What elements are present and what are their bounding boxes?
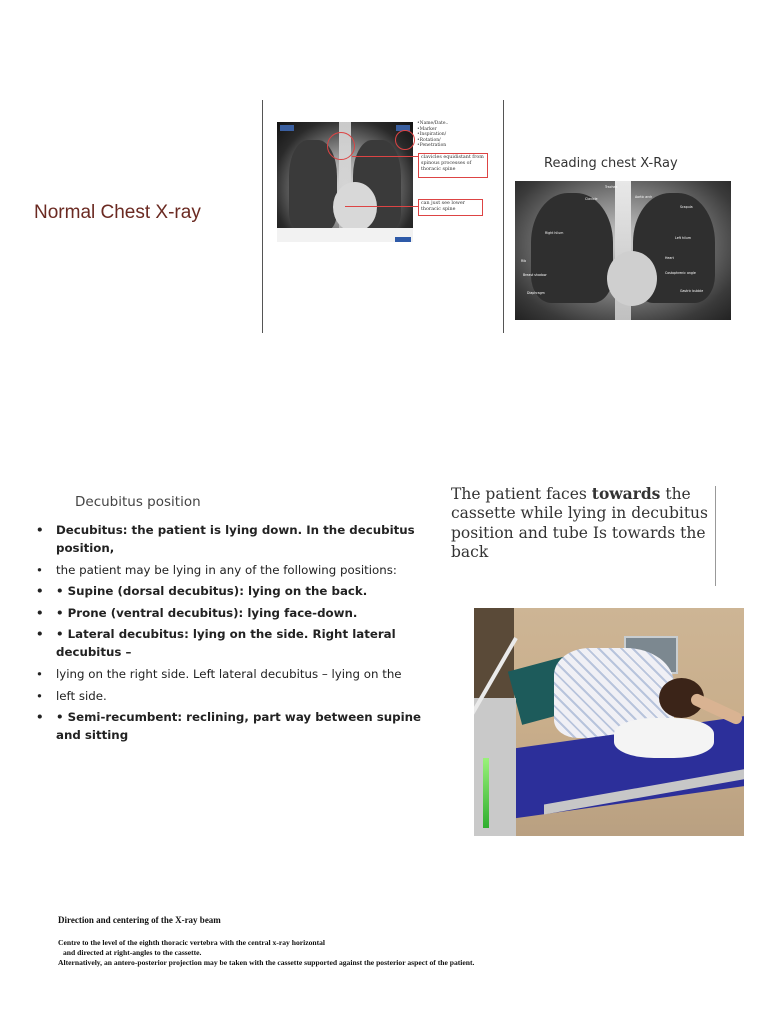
annotation-box-clavicles: clavicles equidistant from spinous processes of thoracic spine xyxy=(418,153,488,178)
bullet-item: • • Supine (dorsal decubitus): lying on the back. xyxy=(36,582,436,600)
annotation-checklist: •Name/Date.. •Marker •Inspiration/ •Rotation/ •Penetration xyxy=(417,121,449,148)
decubitus-patient-photo xyxy=(474,608,744,836)
bullet-item: • • Lateral decubitus: lying on the side. Right lateral decubitus – xyxy=(36,625,436,661)
slide-title-normal-chest-xray: Normal Chest X-ray xyxy=(34,202,201,223)
annotation-line-clavicles xyxy=(352,156,418,157)
bullet-item: • Decubitus: the patient is lying down. In the decubitus position, xyxy=(36,521,436,557)
annotation-box-spine: can just see lower thoracic spine xyxy=(418,199,483,216)
annotation-circle-clavicles xyxy=(327,132,355,160)
bullet-item: • left side. xyxy=(36,687,436,705)
beam-line-3: Alternatively, an antero-posterior projection may be taken with the cassette supported against the posterior aspect of the patient. xyxy=(58,958,475,967)
decubitus-subheading: Decubitus position xyxy=(75,494,201,510)
bullet-item: • lying on the right side. Left lateral decubitus – lying on the xyxy=(36,665,436,683)
bullet-item: • the patient may be lying in any of the following positions: xyxy=(36,561,436,579)
patient-faces-caption: The patient faces towards the cassette while lying in decubitus position and tube Is towards the back xyxy=(451,484,708,561)
annotation-line-spine xyxy=(345,206,418,207)
beam-line-2: and directed at right-angles to the cassette. xyxy=(63,948,202,957)
bullet-item: • • Prone (ventral decubitus): lying face-down. xyxy=(36,604,436,622)
divider-right xyxy=(503,100,504,333)
labeled-chest-xray-image: Trachea Aortic arch Right hilum Left hilum Heart Costophrenic angle Diaphragm Gastric bubble Clavicle Rib Scapula Breast shadow xyxy=(515,181,731,320)
beam-line-1: Centre to the level of the eighth thoracic vertebra with the central x-ray horizontal xyxy=(58,938,326,947)
divider-left xyxy=(262,100,263,333)
bullet-item: • • Semi-recumbent: reclining, part way between supine and sitting xyxy=(36,708,436,744)
caption-divider xyxy=(715,486,716,586)
reading-chest-xray-title: Reading chest X-Ray xyxy=(544,156,678,171)
beam-direction-heading: Direction and centering of the X-ray beam xyxy=(58,915,221,925)
decubitus-bullet-list xyxy=(36,521,436,748)
annotation-circle-marker xyxy=(395,130,415,150)
